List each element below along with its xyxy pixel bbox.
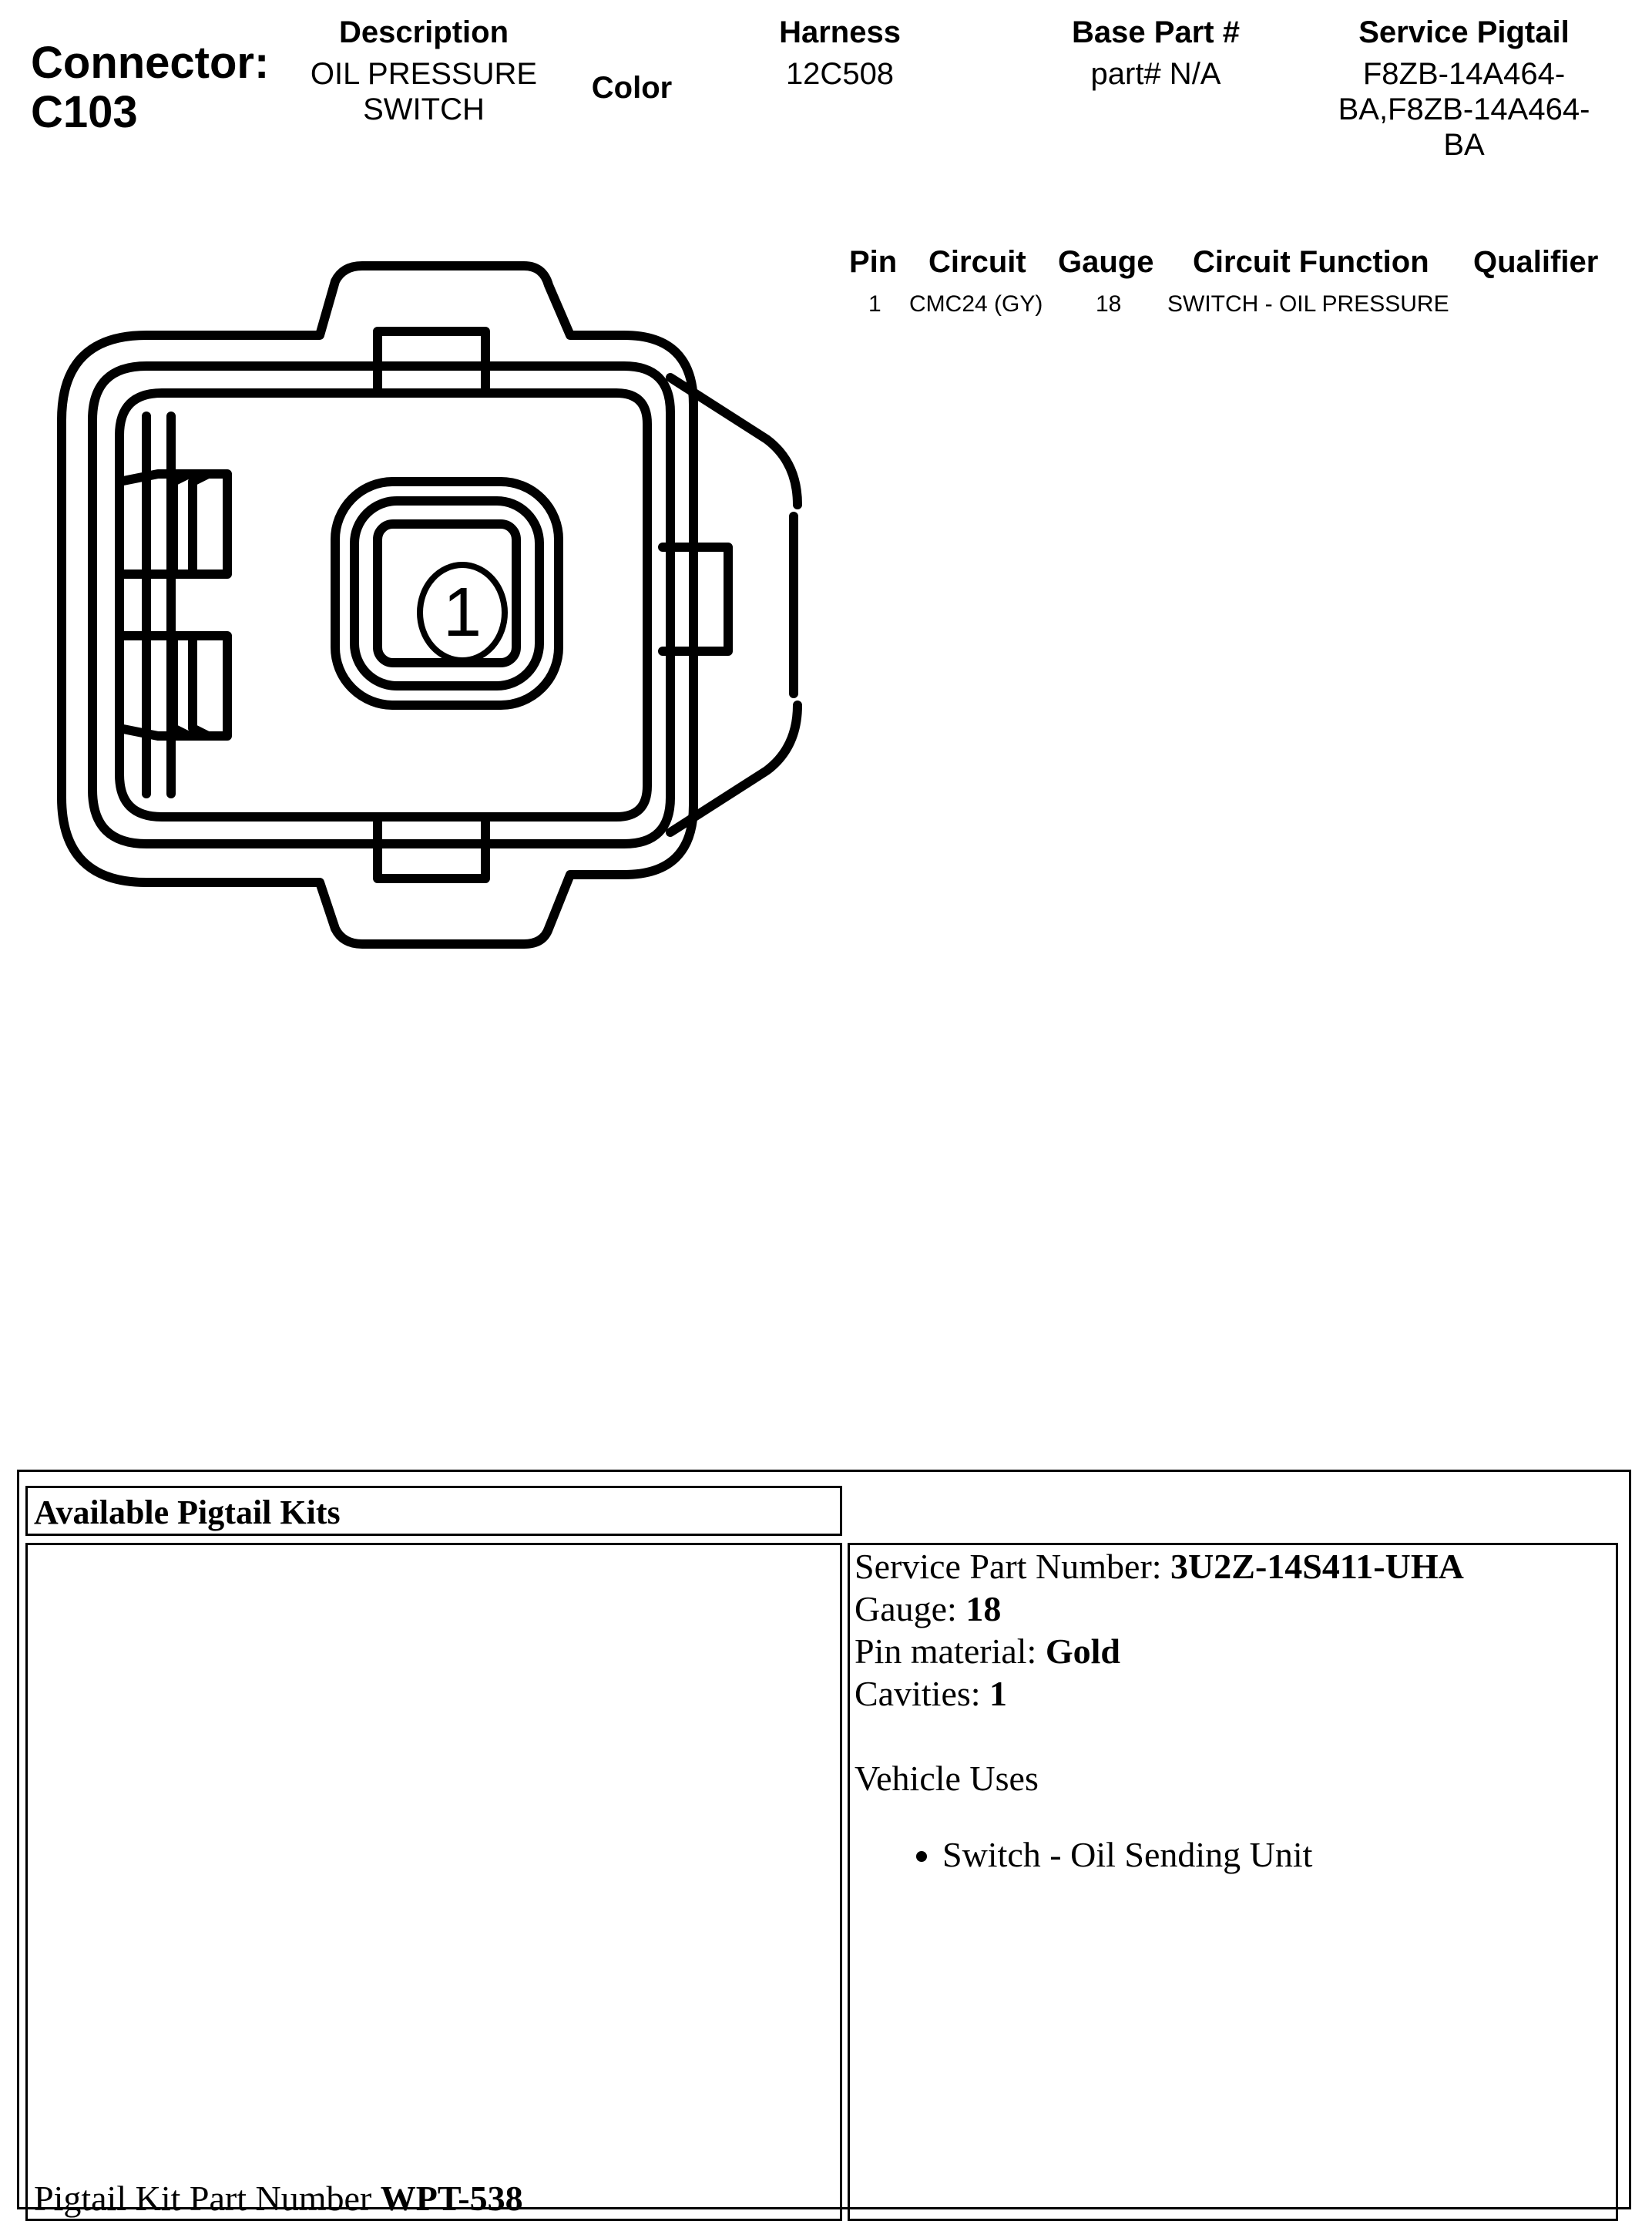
- pigtail-kits-table: [17, 1470, 1631, 2218]
- cavities-line: [855, 1672, 1616, 1715]
- pigtail-kits-header-cell: [25, 1486, 842, 1536]
- service-pigtail-line-2: BA,F8ZB-14A464-: [1338, 92, 1590, 126]
- pin-table-header-pin: Pin: [849, 245, 898, 279]
- harness-value: 12C508: [785, 57, 895, 91]
- description-line-2: SWITCH: [363, 92, 485, 126]
- base-part-header: Base Part #: [1072, 15, 1240, 49]
- service-pigtail-line-3: BA: [1443, 128, 1485, 162]
- description-column: [293, 15, 555, 127]
- pin-material-value: Gold: [1045, 1631, 1120, 1671]
- service-part-line: [855, 1545, 1616, 1588]
- vehicle-use-item: • Switch - Oil Sending Unit: [942, 1834, 1616, 1875]
- pin-row-circuit: CMC24 (GY): [909, 291, 1043, 317]
- gauge-label: Gauge:: [855, 1589, 966, 1628]
- vehicle-uses-heading: Vehicle Uses: [855, 1759, 1039, 1798]
- cavities-value: 1: [989, 1674, 1008, 1713]
- pin-number-label: 1: [442, 574, 482, 651]
- service-part-label: Service Part Number:: [855, 1547, 1171, 1586]
- connector-face-diagram: [31, 250, 824, 975]
- pigtail-kits-title: Available Pigtail Kits: [34, 1494, 341, 1531]
- gauge-value: 18: [965, 1589, 1002, 1628]
- base-part-column: [1032, 15, 1279, 92]
- pin-table-header-function: Circuit Function: [1193, 245, 1429, 279]
- connector-title: [31, 39, 269, 137]
- pin-row-function: SWITCH - OIL PRESSURE: [1167, 291, 1449, 317]
- base-part-value: part# N/A: [1090, 57, 1221, 91]
- pin-table-header-qualifier: Qualifier: [1473, 245, 1599, 279]
- pin-table-header-gauge: Gauge: [1058, 245, 1154, 279]
- kit-part-label: Pigtail Kit Part Number: [34, 2179, 381, 2218]
- harness-header: Harness: [779, 15, 901, 49]
- pin-row-pin: 1: [868, 291, 881, 317]
- connector-id: C103: [31, 87, 138, 137]
- pin-table-header-circuit: Circuit: [928, 245, 1026, 279]
- pin-material-line: [855, 1630, 1616, 1672]
- harness-column: [732, 15, 948, 92]
- service-pigtail-header: Service Pigtail: [1358, 15, 1570, 49]
- connector-label: Connector:: [31, 38, 270, 88]
- service-pigtail-column: [1310, 15, 1618, 163]
- color-header: Color: [591, 71, 673, 105]
- pin-row-gauge: 18: [1096, 291, 1122, 317]
- gauge-line: [855, 1588, 1616, 1630]
- service-part-value: 3U2Z-14S411-UHA: [1170, 1547, 1464, 1586]
- pigtail-kit-image-cell: [25, 1543, 842, 2221]
- description-line-1: OIL PRESSURE: [310, 57, 538, 91]
- vehicle-uses-list: [850, 1834, 1616, 1875]
- description-header: Description: [338, 15, 509, 49]
- service-pigtail-line-1: F8ZB-14A464-: [1362, 57, 1566, 91]
- pigtail-kit-details-cell: [848, 1543, 1618, 2221]
- pin-material-label: Pin material:: [855, 1631, 1046, 1671]
- cavities-label: Cavities:: [855, 1674, 990, 1713]
- kit-part-number: [34, 2178, 523, 2219]
- kit-part-value: WPT-538: [380, 2179, 523, 2218]
- blank-header-cell: [848, 1486, 1618, 1536]
